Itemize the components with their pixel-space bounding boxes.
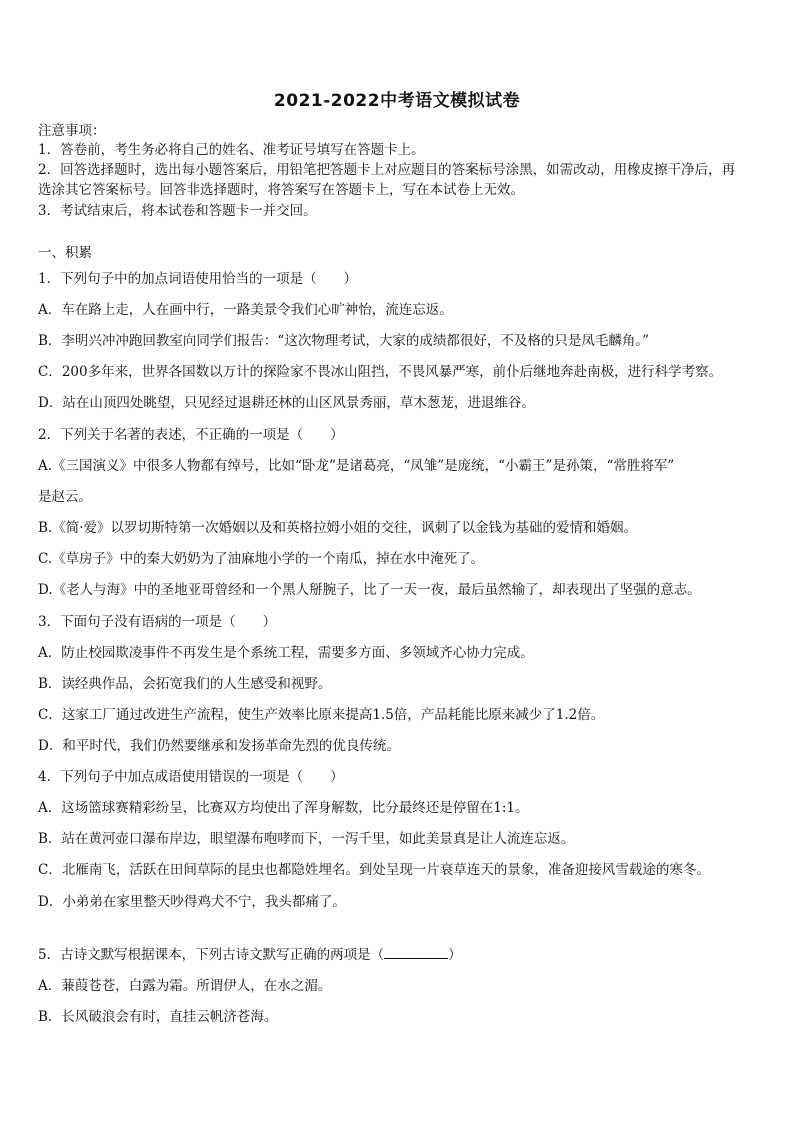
question-option: A．这场篮球赛精彩纷呈，比赛双方均使出了浑身解数，比分最终还是停留在1:1。 <box>38 800 529 816</box>
question-stem-text: 5．古诗文默写根据课本，下列古诗文默写正确的两项是（ <box>38 947 385 963</box>
notice-heading: 注意事项： <box>38 123 106 139</box>
question-option: C．这家工厂通过改进生产流程，使生产效率比原来提高1.5倍，产品耗能比原来减少了1.2倍。 <box>38 707 605 723</box>
question-stem: 4．下列句子中加点成语使用错误的一项是（ ） <box>38 769 344 785</box>
question-option: D.《老人与海》中的圣地亚哥曾经和一个黑人掰腕子，比了一天一夜，最后虽然输了，却表现出了坚强的意志。 <box>38 582 701 598</box>
section-heading: 一、积累 <box>38 245 92 261</box>
notice-item: 1．答卷前，考生务必将自己的姓名、准考证号填写在答题卡上。 <box>38 142 425 158</box>
page-title: 2021-2022中考语文模拟试卷 <box>273 91 521 111</box>
question-option: A．防止校园欺凌事件不再发生是个系统工程，需要多方面、多领域齐心协力完成。 <box>38 645 534 661</box>
question-stem: 1．下列句子中的加点词语使用恰当的一项是（ ） <box>38 271 358 287</box>
question-option: D．小弟弟在家里整天吵得鸡犬不宁，我头都痛了。 <box>38 894 346 910</box>
question-option: D．和平时代，我们仍然要继承和发扬革命先烈的优良传统。 <box>38 738 400 754</box>
question-option: B.《简·爱》以罗切斯特第一次婚姻以及和英格拉姆小姐的交往，讽刺了以金钱为基础的爱情和婚姻。 <box>38 520 638 536</box>
question-option: C．北雁南飞，活跃在田间草际的昆虫也都隐姓埋名。到处呈现一片衰草连天的景象，准备迎接风雪载途的寒冬。 <box>38 862 710 878</box>
question-option: B．李明兴冲冲跑回教室向同学们报告：“这次物理考试，大家的成绩都很好，不及格的只是凤毛麟角。” <box>38 333 649 349</box>
question-option: A.《三国演义》中很多人物都有绰号，比如“卧龙”是诸葛亮，“凤雏”是庞统，“小霸王”是孙策，“常胜将军” <box>38 458 675 474</box>
question-stem: 3．下面句子没有语病的一项是（ ） <box>38 614 277 630</box>
question-option: 是赵云。 <box>38 489 92 505</box>
answer-blank[interactable] <box>384 946 448 959</box>
notice-item: 3．考试结束后，将本试卷和答题卡一并交回。 <box>38 203 317 219</box>
question-option: D．站在山顶四处眺望，只见经过退耕还林的山区风景秀丽，草木葱茏，进退维谷。 <box>38 395 535 411</box>
question-option: B．站在黄河壶口瀑布岸边，眼望瀑布咆哮而下，一泻千里，如此美景真是让人流连忘返。 <box>38 831 575 847</box>
question-stem: 2．下列关于名著的表述，不正确的一项是（ ） <box>38 427 344 443</box>
question-option: C．200多年来，世界各国数以万计的探险家不畏冰山阻挡，不畏风暴严寒，前仆后继地奔赴南极，进行科学考察。 <box>38 364 723 380</box>
question-option: A．蒹葭苍苍，白露为霜。所谓伊人，在水之湄。 <box>38 978 332 994</box>
question-option: B．长风破浪会有时，直挂云帆济苍海。 <box>38 1009 278 1025</box>
question-option: A．车在路上走，人在画中行，一路美景令我们心旷神怡，流连忘返。 <box>38 302 453 318</box>
question-stem-close: ） <box>448 947 462 963</box>
question-option: C.《草房子》中的秦大奶奶为了油麻地小学的一个南瓜，掉在水中淹死了。 <box>38 551 485 567</box>
question-option: B．读经典作品，会拓宽我们的人生感受和视野。 <box>38 676 332 692</box>
notice-item: 2．回答选择题时，选出每小题答案后，用铅笔把答题卡上对应题目的答案标号涂黑，如需改动，用橡皮擦干净后，再 <box>38 162 736 178</box>
question-stem <box>38 945 758 965</box>
notice-item: 选涂其它答案标号。回答非选择题时，将答案写在答题卡上，写在本试卷上无效。 <box>38 182 524 198</box>
